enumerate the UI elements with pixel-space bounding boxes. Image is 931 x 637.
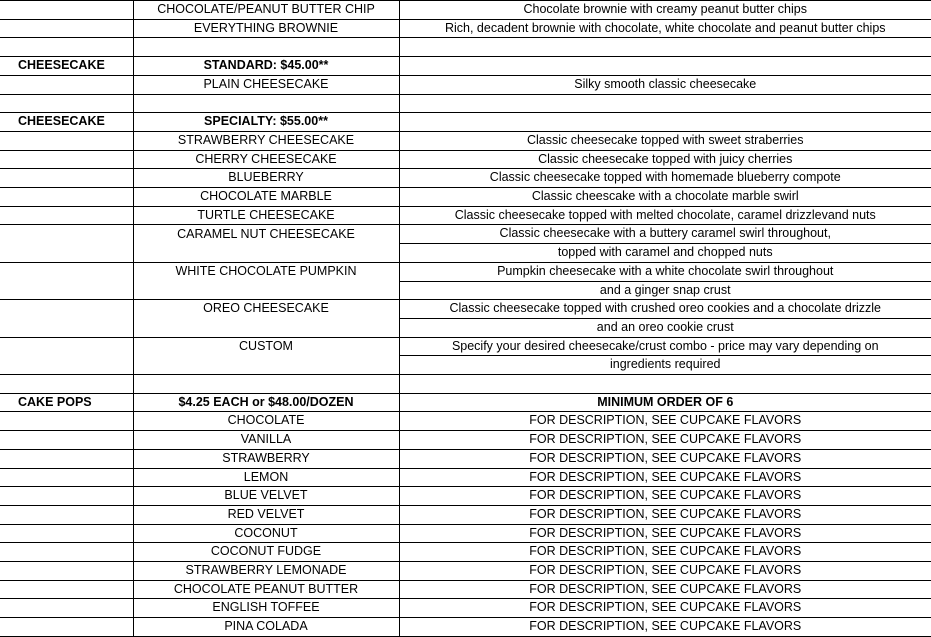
category-cell	[0, 131, 133, 150]
item-cell	[133, 375, 399, 394]
category-cell	[0, 618, 133, 637]
item-cell: STANDARD: $45.00**	[133, 57, 399, 76]
description-cell: Classic cheesecake topped with crushed oreo cookies and a chocolate drizzle	[399, 300, 931, 319]
item-cell: VANILLA	[133, 431, 399, 450]
description-cell: Classic cheesecake with a buttery caramel swirl throughout,	[399, 225, 931, 244]
table-row	[0, 412, 931, 431]
description-cell: FOR DESCRIPTION, SEE CUPCAKE FLAVORS	[399, 562, 931, 581]
description-cell: Classic cheesecake topped with melted chocolate, caramel drizzlevand nuts	[399, 206, 931, 225]
description-cell: MINIMUM ORDER OF 6	[399, 393, 931, 412]
table-row	[0, 337, 931, 356]
description-cell: ingredients required	[399, 356, 931, 375]
category-cell: CAKE POPS	[0, 393, 133, 412]
table-row	[0, 562, 931, 581]
description-cell: FOR DESCRIPTION, SEE CUPCAKE FLAVORS	[399, 487, 931, 506]
description-cell	[399, 113, 931, 132]
item-cell	[133, 281, 399, 300]
table-row	[0, 468, 931, 487]
item-cell: OREO CHEESECAKE	[133, 300, 399, 319]
category-cell	[0, 75, 133, 94]
section-header-row	[0, 113, 931, 132]
item-cell: COCONUT FUDGE	[133, 543, 399, 562]
description-cell: FOR DESCRIPTION, SEE CUPCAKE FLAVORS	[399, 449, 931, 468]
item-cell: CHOCOLATE PEANUT BUTTER	[133, 580, 399, 599]
item-cell	[133, 38, 399, 57]
table-row	[0, 1, 931, 20]
table-row	[0, 150, 931, 169]
description-cell: FOR DESCRIPTION, SEE CUPCAKE FLAVORS	[399, 524, 931, 543]
item-cell	[133, 244, 399, 263]
category-cell	[0, 599, 133, 618]
description-cell: FOR DESCRIPTION, SEE CUPCAKE FLAVORS	[399, 543, 931, 562]
description-cell: and an oreo cookie crust	[399, 318, 931, 337]
table-row	[0, 300, 931, 319]
item-cell: TURTLE CHEESECAKE	[133, 206, 399, 225]
menu-table-body	[0, 1, 931, 637]
description-cell: FOR DESCRIPTION, SEE CUPCAKE FLAVORS	[399, 505, 931, 524]
item-cell: RED VELVET	[133, 505, 399, 524]
item-cell: CHERRY CHEESECAKE	[133, 150, 399, 169]
item-cell	[133, 94, 399, 113]
item-cell: STRAWBERRY LEMONADE	[133, 562, 399, 581]
section-header-row	[0, 393, 931, 412]
description-cell: FOR DESCRIPTION, SEE CUPCAKE FLAVORS	[399, 599, 931, 618]
item-cell: CHOCOLATE	[133, 412, 399, 431]
item-cell: STRAWBERRY CHEESECAKE	[133, 131, 399, 150]
table-row	[0, 206, 931, 225]
section-header-row	[0, 57, 931, 76]
table-row	[0, 94, 931, 113]
item-cell: SPECIALTY: $55.00**	[133, 113, 399, 132]
table-row	[0, 505, 931, 524]
description-cell	[399, 38, 931, 57]
table-row	[0, 618, 931, 637]
description-cell: FOR DESCRIPTION, SEE CUPCAKE FLAVORS	[399, 468, 931, 487]
category-cell	[0, 188, 133, 207]
category-cell	[0, 431, 133, 450]
table-row	[0, 169, 931, 188]
description-cell: Classic cheesecake topped with homemade blueberry compote	[399, 169, 931, 188]
description-cell	[399, 375, 931, 394]
category-cell	[0, 244, 133, 263]
description-cell: FOR DESCRIPTION, SEE CUPCAKE FLAVORS	[399, 580, 931, 599]
category-cell	[0, 318, 133, 337]
description-cell	[399, 94, 931, 113]
table-row	[0, 262, 931, 281]
category-cell	[0, 543, 133, 562]
category-cell	[0, 1, 133, 20]
description-cell: topped with caramel and chopped nuts	[399, 244, 931, 263]
category-cell	[0, 580, 133, 599]
item-cell: BLUE VELVET	[133, 487, 399, 506]
item-cell: PINA COLADA	[133, 618, 399, 637]
table-row	[0, 75, 931, 94]
description-cell: and a ginger snap crust	[399, 281, 931, 300]
description-cell: Pumpkin cheesecake with a white chocolate swirl throughout	[399, 262, 931, 281]
category-cell	[0, 412, 133, 431]
table-row	[0, 356, 931, 375]
item-cell	[133, 356, 399, 375]
category-cell	[0, 262, 133, 281]
category-cell: CHEESECAKE	[0, 113, 133, 132]
description-cell	[399, 57, 931, 76]
description-cell: Classic cheesecake topped with sweet straberries	[399, 131, 931, 150]
item-cell: $4.25 EACH or $48.00/DOZEN	[133, 393, 399, 412]
item-cell: STRAWBERRY	[133, 449, 399, 468]
item-cell: CHOCOLATE MARBLE	[133, 188, 399, 207]
category-cell	[0, 38, 133, 57]
table-row	[0, 281, 931, 300]
table-row	[0, 580, 931, 599]
description-cell: Classic cheescake with a chocolate marble swirl	[399, 188, 931, 207]
category-cell	[0, 449, 133, 468]
table-row	[0, 244, 931, 263]
table-row	[0, 524, 931, 543]
category-cell	[0, 150, 133, 169]
category-cell	[0, 562, 133, 581]
category-cell	[0, 524, 133, 543]
item-cell: EVERYTHING BROWNIE	[133, 19, 399, 38]
item-cell: ENGLISH TOFFEE	[133, 599, 399, 618]
table-row	[0, 375, 931, 394]
item-cell	[133, 318, 399, 337]
description-cell: Rich, decadent brownie with chocolate, white chocolate and peanut butter chips	[399, 19, 931, 38]
item-cell: COCONUT	[133, 524, 399, 543]
category-cell	[0, 206, 133, 225]
table-row	[0, 19, 931, 38]
description-cell: FOR DESCRIPTION, SEE CUPCAKE FLAVORS	[399, 412, 931, 431]
item-cell: CUSTOM	[133, 337, 399, 356]
description-cell: Classic cheesecake topped with juicy cherries	[399, 150, 931, 169]
table-row	[0, 599, 931, 618]
category-cell	[0, 225, 133, 244]
table-row	[0, 225, 931, 244]
category-cell	[0, 94, 133, 113]
category-cell	[0, 375, 133, 394]
category-cell	[0, 337, 133, 356]
description-cell: Specify your desired cheesecake/crust combo - price may vary depending on	[399, 337, 931, 356]
item-cell: BLUEBERRY	[133, 169, 399, 188]
category-cell: CHEESECAKE	[0, 57, 133, 76]
item-cell: PLAIN CHEESECAKE	[133, 75, 399, 94]
table-row	[0, 431, 931, 450]
category-cell	[0, 487, 133, 506]
category-cell	[0, 356, 133, 375]
table-row	[0, 487, 931, 506]
table-row	[0, 38, 931, 57]
table-row	[0, 188, 931, 207]
category-cell	[0, 19, 133, 38]
table-row	[0, 131, 931, 150]
item-cell: WHITE CHOCOLATE PUMPKIN	[133, 262, 399, 281]
category-cell	[0, 300, 133, 319]
item-cell: CARAMEL NUT CHEESECAKE	[133, 225, 399, 244]
description-cell: FOR DESCRIPTION, SEE CUPCAKE FLAVORS	[399, 431, 931, 450]
item-cell: CHOCOLATE/PEANUT BUTTER CHIP	[133, 1, 399, 20]
description-cell: Chocolate brownie with creamy peanut butter chips	[399, 1, 931, 20]
category-cell	[0, 169, 133, 188]
item-cell: LEMON	[133, 468, 399, 487]
table-row	[0, 543, 931, 562]
table-row	[0, 449, 931, 468]
category-cell	[0, 468, 133, 487]
table-row	[0, 318, 931, 337]
description-cell: FOR DESCRIPTION, SEE CUPCAKE FLAVORS	[399, 618, 931, 637]
category-cell	[0, 505, 133, 524]
description-cell: Silky smooth classic cheesecake	[399, 75, 931, 94]
category-cell	[0, 281, 133, 300]
